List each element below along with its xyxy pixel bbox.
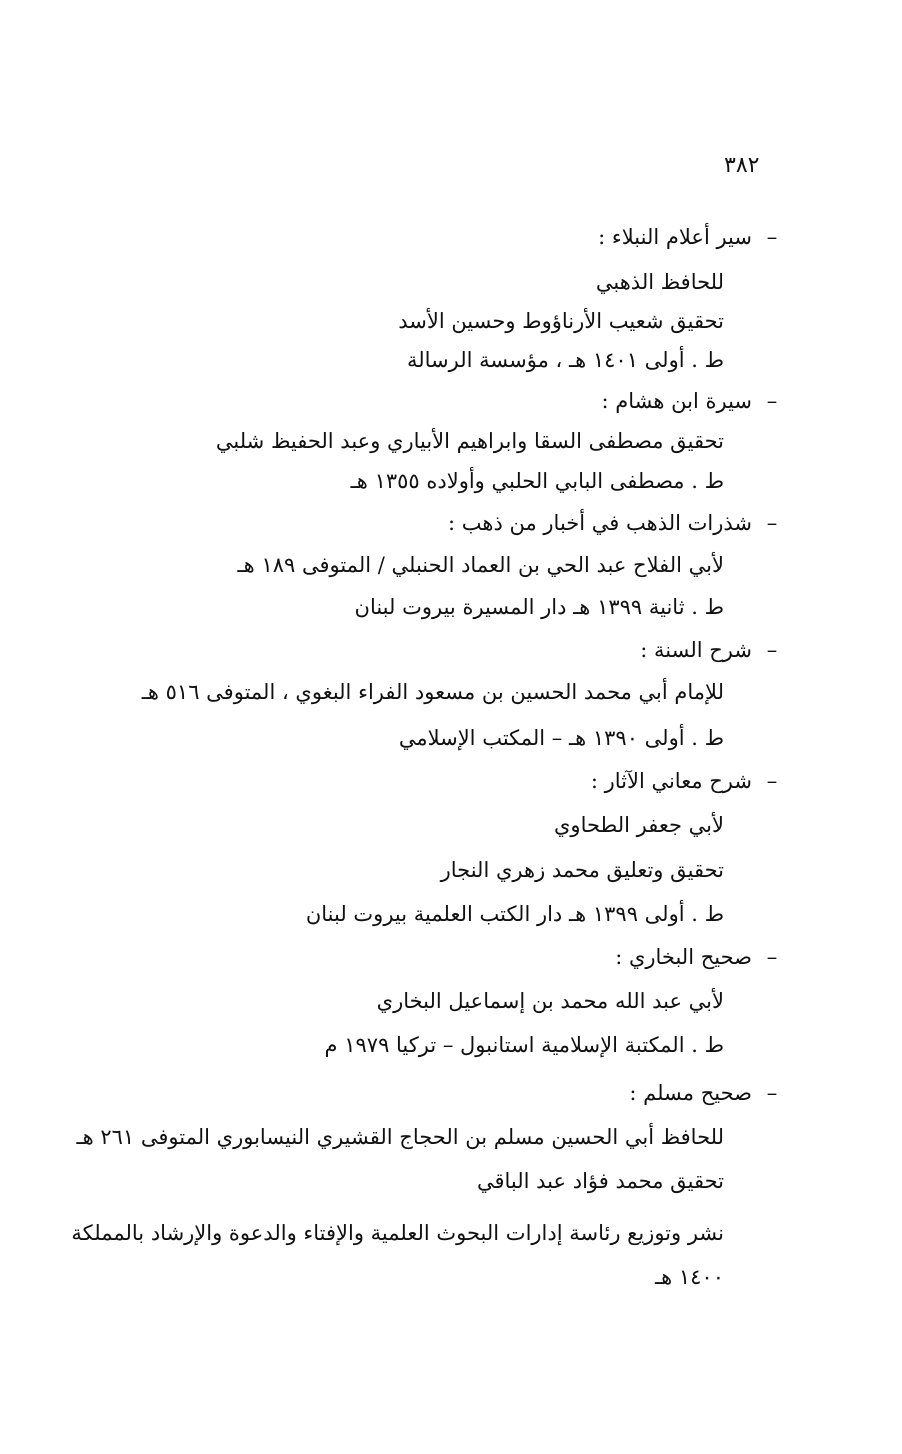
entry-editor: تحقيق وتعليق محمد زهري النجار [440,858,724,882]
entry-author: لأبي الفلاح عبد الحي بن العماد الحنبلي / المتوفى ١٨٩ هـ [237,553,724,577]
entry-title [602,386,785,416]
entry-author: للحافظ الذهبي [595,270,724,294]
dash: – [766,225,778,249]
entry-title [448,508,784,538]
entry-editor: تحقيق محمد فؤاد عبد الباقي [476,1169,724,1193]
entry-author: لأبي عبد الله محمد بن إسماعيل البخاري [376,989,724,1013]
entry-author: للحافظ أبي الحسين مسلم بن الحجاج القشيري النيسابوري المتوفى ٢٦١ هـ [76,1125,724,1149]
entry-title-text: صحيح البخاري : [615,945,752,969]
page-number: ٣٨٢ [724,153,760,178]
entry-edition: ط . ثانية ١٣٩٩ هـ دار المسيرة بيروت لبنان [354,595,724,619]
dash: – [766,638,778,662]
dash: – [766,1081,778,1105]
entry-title-text: شرح السنة : [640,638,752,662]
entry-title [615,942,784,972]
entry-title-text: سير أعلام النبلاء : [598,225,752,249]
entry-title-text: صحيح مسلم : [629,1081,752,1105]
entry-title [591,766,784,796]
entry-title-text: سيرة ابن هشام : [601,389,752,413]
entry-title [598,222,784,252]
entry-editor: تحقيق مصطفى السقا وابراهيم الأبياري وعبد الحفيظ شلبي [215,429,724,453]
entry-edition: ط . أولى ١٤٠١ هـ ، مؤسسة الرسالة [407,348,724,372]
entry-title-text: شرح معاني الآثار : [590,769,752,793]
entry-editor: تحقيق شعيب الأرناؤوط وحسين الأسد [398,309,724,333]
entry-edition: ط . أولى ١٣٩٩ هـ دار الكتب العلمية بيروت لبنان [305,902,724,926]
entry-author: للإمام أبي محمد الحسين بن مسعود الفراء البغوي ، المتوفى ٥١٦ هـ [141,680,724,704]
dash: – [766,769,778,793]
entry-title [629,1078,784,1108]
dash: – [766,389,778,413]
entry-publisher: نشر وتوزيع رئاسة إدارات البحوث العلمية والإفتاء والدعوة والإرشاد بالمملكة [71,1221,724,1245]
dash: – [766,511,778,535]
entry-title [640,635,784,665]
entry-edition: ط . مصطفى البابي الحلبي وأولاده ١٣٥٥ هـ [350,469,724,493]
entry-edition: ط . المكتبة الإسلامية استانبول – تركيا ١٩٧٩ م [324,1033,724,1057]
entry-edition: ط . أولى ١٣٩٠ هـ – المكتب الإسلامي [398,726,724,750]
dash: – [766,945,778,969]
entry-title-text: شذرات الذهب في أخبار من ذهب : [448,511,752,535]
entry-author: لأبي جعفر الطحاوي [554,813,724,837]
entry-year: ١٤٠٠ هـ [654,1265,724,1289]
